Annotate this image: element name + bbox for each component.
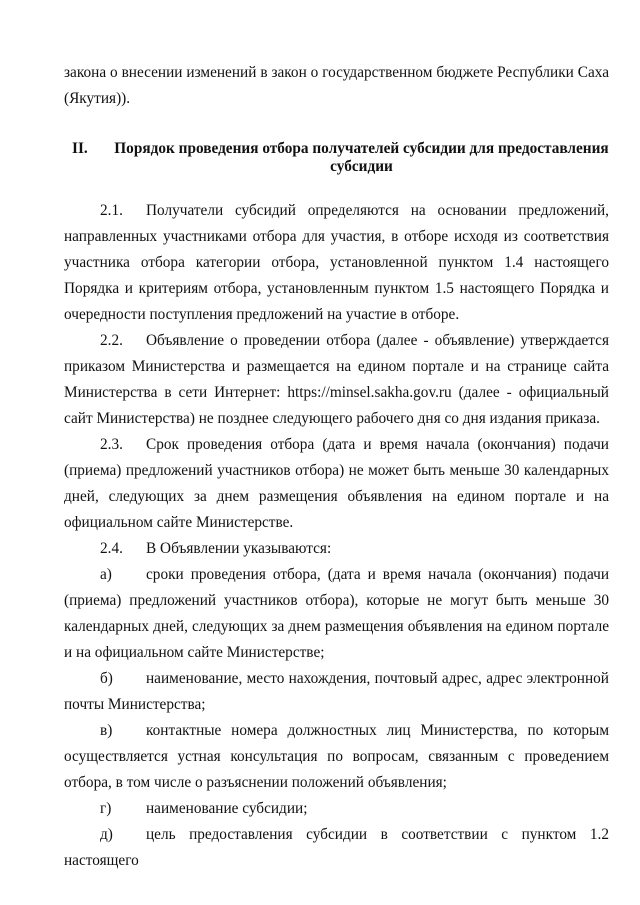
paragraph-text: Объявление о проведении отбора (далее - объявление) утверждается приказом Министерства и размещается на едином портале и на странице сайта Министерства в сети Интернет: https://minsel.sakha.gov.ru (далее - официальный сайт Министерства) не позднее следующего рабочего дня со дня издания приказа. <box>64 332 609 427</box>
list-item-letter: г) <box>100 800 112 817</box>
list-item-letter: в) <box>100 722 113 739</box>
list-item-g <box>64 796 609 822</box>
list-item-text: сроки проведения отбора, (дата и время начала (окончания) подачи (приема) предложений участников отбора), которые не могут быть меньше 30 календарных дней, следующих за днем размещения объявления на едином портале и на официальном сайте Министерстве; <box>64 566 609 661</box>
paragraph-2-4 <box>64 536 609 562</box>
list-item-letter: д) <box>100 826 113 843</box>
paragraph-text: В Объявлении указываются: <box>146 540 332 557</box>
list-item-text: наименование субсидии; <box>146 800 308 817</box>
paragraph-text: Срок проведения отбора (дата и время начала (окончания) подачи (приема) предложений участников отбора) не может быть меньше 30 календарных дней, следующих за днем размещения объявления на едином портале и на официальном сайте Министерстве. <box>64 436 609 531</box>
paragraph-number: 2.4. <box>100 540 123 557</box>
section-title: Порядок проведения отбора получателей субсидии для предоставления субсидии <box>114 140 609 175</box>
list-item-a <box>64 562 609 666</box>
list-item-letter: б) <box>100 670 113 687</box>
paragraph-text: Получатели субсидий определяются на основании предложений, направленных участниками отбора для участия, в отборе исходя из соответствия участника отбора категории отбора, установленной пунктом 1.4 настоящего Порядка и критериям отбора, установленным пунктом 1.5 настоящего Порядка и очередности поступления предложений на участие в отборе. <box>64 202 609 323</box>
section-heading <box>64 140 609 176</box>
intro-paragraph: закона о внесении изменений в закон о государственном бюджете Республики Саха (Якутия)). <box>64 64 609 107</box>
list-item-text: наименование, место нахождения, почтовый адрес, адрес электронной почты Министерства; <box>64 670 609 713</box>
list-item-text: контактные номера должностных лиц Министерства, по которым осуществляется устная консультация по вопросам, связанным с проведением отбора, в том числе о разъяснении положений объявления; <box>64 722 609 791</box>
paragraph-2-1 <box>64 198 609 328</box>
paragraph-2-2 <box>64 328 609 432</box>
list-item-b <box>64 666 609 718</box>
paragraph-2-3 <box>64 432 609 536</box>
paragraph-number: 2.2. <box>100 332 123 349</box>
paragraph-number: 2.1. <box>100 202 123 219</box>
section-number: II. <box>72 140 88 157</box>
paragraph-number: 2.3. <box>100 436 123 453</box>
list-item-v <box>64 718 609 796</box>
list-item-text: цель предоставления субсидии в соответствии с пунктом 1.2 настоящего <box>64 826 609 869</box>
document-page <box>64 60 609 874</box>
list-item-d <box>64 822 609 874</box>
list-item-letter: а) <box>100 566 112 583</box>
